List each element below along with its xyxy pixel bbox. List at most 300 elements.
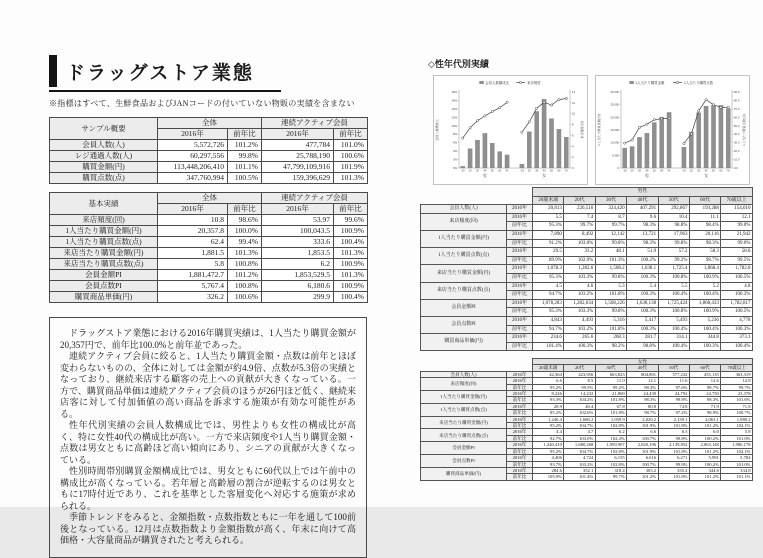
row-label: 来店当たり購買点数(点) bbox=[50, 259, 158, 270]
svg-text:50: 50 bbox=[490, 169, 494, 173]
value-cell: 2,063,148 bbox=[689, 442, 720, 448]
value-cell: 71.9 bbox=[689, 403, 720, 409]
value-cell: 7,890 bbox=[533, 230, 564, 239]
value-cell: 1,853,529.5 bbox=[262, 270, 334, 281]
value-cell: 103.3% bbox=[564, 308, 595, 317]
value-cell: 99.8% bbox=[595, 308, 626, 317]
value-cell: 98.8% bbox=[658, 222, 689, 231]
metric-row bbox=[421, 230, 753, 239]
value-cell: 101.3% bbox=[595, 256, 626, 265]
chart-legend bbox=[629, 80, 713, 85]
value-cell: 1,881.5 bbox=[158, 248, 228, 259]
period-label: 2016年 bbox=[507, 403, 533, 409]
table-row bbox=[50, 248, 368, 259]
value-cell: 5,417 bbox=[627, 316, 658, 325]
value-cell: 93.3% bbox=[533, 397, 564, 403]
value-cell: 5,493 bbox=[658, 316, 689, 325]
metric-label: 来店当たり購買金額(円) bbox=[421, 416, 507, 429]
metric-label: 来店頻度(回) bbox=[421, 378, 507, 391]
period-label: 前年比 bbox=[507, 256, 533, 265]
gender-header: 女性 bbox=[533, 359, 753, 365]
value-cell: 363,319 bbox=[721, 371, 753, 377]
value-cell: 85.2% bbox=[533, 410, 564, 416]
svg-text:20: 20 bbox=[630, 169, 634, 173]
value-cell: 2,063.1 bbox=[689, 416, 720, 422]
metric-row bbox=[421, 334, 753, 343]
svg-text:70.0: 70.0 bbox=[734, 106, 740, 111]
value-cell: 1,725.4 bbox=[658, 265, 689, 274]
svg-text:50: 50 bbox=[550, 169, 553, 173]
svg-text:来店頻度: 来店頻度 bbox=[527, 81, 541, 85]
value-cell: 100.3% bbox=[627, 273, 658, 282]
value-cell: 98.4% bbox=[689, 222, 720, 231]
chart-row bbox=[433, 75, 754, 185]
value-cell: 95.2% bbox=[533, 384, 564, 390]
metric-row bbox=[421, 248, 753, 257]
x-axis-labels bbox=[461, 169, 568, 178]
summary-textbox bbox=[49, 317, 367, 558]
value-cell: 101.2% bbox=[627, 474, 658, 480]
table-row bbox=[50, 237, 368, 248]
value-cell: 407,291 bbox=[627, 205, 658, 214]
members-frequency-chart bbox=[433, 75, 588, 185]
value-cell: 10.4 bbox=[658, 213, 689, 222]
period-label: 2016年 bbox=[507, 442, 533, 448]
value-cell: 98.2% bbox=[595, 342, 626, 351]
value-cell: 101.4% bbox=[564, 474, 595, 480]
value-cell: 100.4% bbox=[334, 292, 368, 303]
value-cell: 20,813 bbox=[533, 205, 564, 214]
svg-text:30,000: 30,000 bbox=[610, 90, 619, 94]
svg-text:5,000: 5,000 bbox=[612, 153, 619, 158]
value-cell: 99.6% bbox=[334, 215, 368, 226]
svg-text:-19: -19 bbox=[682, 169, 686, 173]
value-cell: 4.4 bbox=[533, 429, 564, 435]
value-cell: 103.3% bbox=[564, 273, 595, 282]
section-heading: ◇性年代別実績 bbox=[428, 59, 489, 69]
svg-text:12: 12 bbox=[572, 100, 576, 105]
value-cell: 24,792 bbox=[658, 391, 689, 397]
value-cell: 103.2% bbox=[564, 461, 595, 467]
metric-row bbox=[421, 282, 753, 291]
value-cell: 1,868,433 bbox=[689, 299, 720, 308]
svg-text:16%: 16% bbox=[451, 98, 457, 103]
value-cell: 5,316 bbox=[595, 316, 626, 325]
period-label: 前年比 bbox=[507, 291, 533, 300]
period-label: 2016年 bbox=[507, 371, 533, 377]
value-cell: 100.3% bbox=[627, 325, 658, 334]
value-cell: 99.4% bbox=[228, 237, 262, 248]
svg-text:60: 60 bbox=[660, 169, 664, 173]
row-label: 会員人数(人) bbox=[50, 140, 158, 151]
value-cell: 101.2% bbox=[689, 448, 720, 454]
period-label: 2016年 bbox=[507, 205, 533, 214]
male-age-table bbox=[420, 187, 753, 351]
metric-label: 1人当たり購買金額(円) bbox=[421, 391, 507, 404]
value-cell: 100.7% bbox=[627, 461, 658, 467]
metric-label: 来店当たり購買点数(点) bbox=[421, 282, 507, 299]
combo-chart-svg bbox=[596, 76, 749, 184]
blank-corner bbox=[421, 359, 533, 372]
metric-label: 1人当たり購買点数(点) bbox=[421, 403, 507, 416]
value-cell: 100.5% bbox=[721, 273, 753, 282]
value-cell: 17,963 bbox=[658, 230, 689, 239]
header-row bbox=[50, 118, 368, 129]
value-cell: 1,980.2 bbox=[721, 416, 753, 422]
svg-text:20: 20 bbox=[689, 169, 693, 173]
metric-label: 1人当たり購買点数(点) bbox=[421, 248, 507, 265]
period-label: 2016年 bbox=[507, 299, 533, 308]
value-cell: 159,396,629 bbox=[262, 173, 334, 184]
svg-text:女: 女 bbox=[542, 174, 546, 178]
value-cell: 67.8 bbox=[595, 403, 626, 409]
metric-label: 会員金額PI bbox=[421, 299, 507, 316]
svg-text:10%: 10% bbox=[451, 123, 457, 128]
value-cell: 1,508,226 bbox=[595, 299, 626, 308]
svg-text:60: 60 bbox=[498, 169, 502, 173]
value-cell: 4,406 bbox=[533, 455, 564, 461]
period-label: 前年比 bbox=[507, 423, 533, 429]
value-cell: 1,881,472.7 bbox=[158, 270, 228, 281]
value-cell: 100.0% bbox=[228, 226, 262, 237]
value-cell: 4,778 bbox=[721, 316, 753, 325]
value-cell: 100.4% bbox=[658, 291, 689, 300]
value-cell: 99.0% bbox=[721, 222, 753, 231]
svg-text:-19: -19 bbox=[460, 169, 465, 173]
value-cell: 101.9% bbox=[627, 423, 658, 429]
svg-text:男: 男 bbox=[645, 174, 649, 178]
value-cell: 94.7% bbox=[533, 291, 564, 300]
value-cell: 101.2% bbox=[228, 140, 262, 151]
value-cell: 101.0% bbox=[721, 461, 753, 467]
metric-label: 会員人数(人) bbox=[421, 371, 507, 377]
value-cell: 101.8% bbox=[658, 474, 689, 480]
value-cell: 5,991 bbox=[689, 455, 720, 461]
value-cell: 1,782,817 bbox=[721, 299, 753, 308]
value-cell: 8.5 bbox=[564, 378, 595, 384]
value-cell: 104.7% bbox=[564, 423, 595, 429]
value-cell: 97.2% bbox=[658, 410, 689, 416]
value-cell: 5.5 bbox=[658, 282, 689, 291]
metric-label: 会員金額PI bbox=[421, 442, 507, 455]
sub-header: 前年比 bbox=[334, 204, 368, 215]
value-cell: 89.9% bbox=[533, 256, 564, 265]
value-cell: 99.5% bbox=[721, 256, 753, 265]
value-cell: 4.5 bbox=[533, 282, 564, 291]
value-cell: 100.4% bbox=[658, 325, 689, 334]
value-cell: 100.7% bbox=[627, 435, 658, 441]
value-cell: 1,282,634 bbox=[564, 299, 595, 308]
period-label: 前年比 bbox=[507, 384, 533, 390]
value-cell: 99.2% bbox=[595, 384, 626, 390]
footnote: ※指標はすべて、生鮮食品およびJANコードの付いていない物販の実績を含まない bbox=[49, 99, 355, 108]
value-cell: 101.3% bbox=[334, 270, 368, 281]
value-cell: 98.6% bbox=[228, 215, 262, 226]
title-accent-bar bbox=[49, 55, 57, 87]
table-row bbox=[50, 281, 368, 292]
age-header: 60代 bbox=[689, 365, 720, 371]
value-cell: 1,680.2 bbox=[564, 416, 595, 422]
value-cell: 1,078.3 bbox=[533, 265, 564, 274]
value-cell: 100.4% bbox=[689, 325, 720, 334]
age-header: 50代 bbox=[658, 365, 689, 371]
value-cell: 2,020,196 bbox=[627, 442, 658, 448]
female-age-table bbox=[420, 358, 753, 481]
value-cell: 101.8% bbox=[658, 448, 689, 454]
value-cell: 1,980,178 bbox=[721, 442, 753, 448]
value-cell: 314.1 bbox=[658, 334, 689, 343]
value-cell: 100.6% bbox=[334, 151, 368, 162]
svg-text:70-: 70- bbox=[505, 169, 509, 173]
value-cell: 101.8% bbox=[595, 410, 626, 416]
value-cell: 102.4% bbox=[595, 435, 626, 441]
value-cell: 7.4 bbox=[564, 213, 595, 222]
value-cell: 335.2 bbox=[658, 467, 689, 473]
value-cell: 100.9% bbox=[689, 308, 720, 317]
value-cell: 99.7% bbox=[595, 222, 626, 231]
value-cell: 4.8 bbox=[721, 282, 753, 291]
svg-text:70-: 70- bbox=[726, 169, 731, 173]
value-cell: 100.4% bbox=[721, 342, 753, 351]
svg-text:30: 30 bbox=[697, 169, 701, 173]
sub-header: 前年比 bbox=[334, 129, 368, 140]
right-page bbox=[420, 55, 754, 480]
value-cell: 101.1% bbox=[721, 474, 753, 480]
value-cell: 100.2% bbox=[627, 256, 658, 265]
value-cell: 4.6 bbox=[564, 282, 595, 291]
row-label: 1人当たり購買点数(点) bbox=[50, 237, 158, 248]
metric-label: 来店当たり購買金額(円) bbox=[421, 265, 507, 282]
value-cell: 98.7% bbox=[627, 410, 658, 416]
value-cell: 100.9% bbox=[334, 226, 368, 237]
value-cell: 5,236 bbox=[689, 316, 720, 325]
value-cell: 102.6% bbox=[564, 410, 595, 416]
page-title: ドラッグストア業態 bbox=[66, 62, 254, 84]
value-cell: 292,867 bbox=[658, 205, 689, 214]
period-label: 前年比 bbox=[507, 461, 533, 467]
left-page bbox=[49, 55, 381, 558]
svg-text:50: 50 bbox=[652, 169, 656, 173]
svg-text:2%: 2% bbox=[452, 157, 457, 162]
svg-text:40: 40 bbox=[542, 169, 546, 173]
svg-text:20,000: 20,000 bbox=[610, 115, 619, 120]
value-cell: 268.3 bbox=[595, 334, 626, 343]
table-row bbox=[50, 259, 368, 270]
header-row bbox=[50, 193, 368, 204]
table-row bbox=[50, 292, 368, 303]
value-cell: 1,959,907 bbox=[595, 442, 626, 448]
age-header: 30代 bbox=[595, 365, 626, 371]
value-cell: 4,724 bbox=[564, 455, 595, 461]
value-cell: 5,572,726 bbox=[158, 140, 228, 151]
svg-text:30: 30 bbox=[638, 169, 641, 173]
metric-row bbox=[421, 213, 753, 222]
value-cell: 24,750 bbox=[689, 391, 720, 397]
group-header: 連続アクティブ会員 bbox=[262, 193, 368, 204]
value-cell: 4.7 bbox=[564, 429, 595, 435]
value-cell: 1,240.4 bbox=[533, 416, 564, 422]
value-cell: 100.9% bbox=[689, 273, 720, 282]
svg-text:90.0: 90.0 bbox=[734, 90, 740, 94]
value-cell: 154,010 bbox=[721, 205, 753, 214]
period-label: 2016年 bbox=[507, 378, 533, 384]
value-cell: 6,271 bbox=[658, 455, 689, 461]
value-cell: 324,420 bbox=[595, 205, 626, 214]
value-cell: 99.8% bbox=[658, 435, 689, 441]
svg-text:0: 0 bbox=[617, 166, 619, 170]
value-cell: 101.3% bbox=[228, 248, 262, 259]
value-cell: 101.8% bbox=[595, 325, 626, 334]
value-cell: 101.9% bbox=[334, 162, 368, 173]
row-label: 会員点数PI bbox=[50, 281, 158, 292]
metric-label: 会員人数(人) bbox=[421, 205, 507, 214]
value-cell: 98.9% bbox=[689, 410, 720, 416]
svg-text:50.0: 50.0 bbox=[734, 123, 740, 128]
svg-text:40: 40 bbox=[645, 169, 649, 173]
value-cell: 12.8 bbox=[721, 378, 753, 384]
value-cell: 9.6 bbox=[627, 213, 658, 222]
value-cell: 33.2 bbox=[564, 248, 595, 257]
metric-label: 会員点数PI bbox=[421, 316, 507, 333]
value-cell: 2,020.2 bbox=[627, 416, 658, 422]
value-cell: 2,139,052 bbox=[658, 442, 689, 448]
value-cell: 102.1% bbox=[721, 423, 753, 429]
period-label: 2016年 bbox=[507, 265, 533, 274]
summary-paragraph: 性別時間帯別購買金額構成比では、男女ともに60代以上では午前中の構成比が高くなっている。若年層と高齢層の割合が逆転するのは男女ともに17時付近であり、これを基準とした客層変化へ対応する施策が求められる。 bbox=[60, 466, 356, 511]
value-cell: 92.7% bbox=[533, 435, 564, 441]
value-cell: 423,956 bbox=[564, 371, 595, 377]
value-cell: 334.8 bbox=[721, 467, 753, 473]
value-cell: 344.8 bbox=[689, 467, 720, 473]
value-cell: 58.8 bbox=[721, 248, 753, 257]
value-cell: 99.8% bbox=[228, 151, 262, 162]
svg-text:30: 30 bbox=[535, 169, 539, 173]
value-cell: 100.4% bbox=[689, 291, 720, 300]
value-cell: 23,378 bbox=[721, 391, 753, 397]
value-cell: 333.6 bbox=[262, 237, 334, 248]
value-cell: 1,638.1 bbox=[627, 265, 658, 274]
value-cell: 113,448,206,410 bbox=[158, 162, 228, 173]
period-label: 2016年 bbox=[507, 391, 533, 397]
bar-series bbox=[461, 99, 569, 168]
value-cell: 1,508.2 bbox=[595, 265, 626, 274]
value-cell: 95.3% bbox=[533, 222, 564, 231]
age-header: 60代 bbox=[689, 196, 720, 205]
metric-row bbox=[421, 299, 753, 308]
svg-text:1人当たり購買金額: 1人当たり購買金額 bbox=[635, 81, 665, 85]
value-cell: 100.3% bbox=[564, 342, 595, 351]
value-cell: 47,799,109,916 bbox=[262, 162, 334, 173]
svg-text:20: 20 bbox=[468, 169, 472, 173]
value-cell: 99.8% bbox=[658, 461, 689, 467]
value-cell: 1,680,268 bbox=[564, 442, 595, 448]
value-cell: 74.8 bbox=[658, 403, 689, 409]
value-cell: 1,282.6 bbox=[564, 265, 595, 274]
value-cell: 373.1 bbox=[721, 334, 753, 343]
value-cell: 577,232 bbox=[658, 371, 689, 377]
value-cell: 5.2 bbox=[689, 282, 720, 291]
value-cell: 284.6 bbox=[533, 467, 564, 473]
value-cell: 98.7% bbox=[689, 256, 720, 265]
table-row bbox=[50, 173, 368, 184]
value-cell: 265.6 bbox=[564, 334, 595, 343]
svg-text:40: 40 bbox=[704, 169, 708, 173]
row-label: レジ通過人数(人) bbox=[50, 151, 158, 162]
value-cell: 99.7% bbox=[721, 384, 753, 390]
value-cell: 6,180.6 bbox=[262, 281, 334, 292]
svg-text:18%: 18% bbox=[451, 90, 457, 94]
value-cell: 102.1% bbox=[721, 448, 753, 454]
svg-text:14%: 14% bbox=[451, 106, 457, 111]
sub-header: 2016年 bbox=[262, 204, 334, 215]
value-cell: 20,357.8 bbox=[158, 226, 228, 237]
period-label: 前年比 bbox=[507, 239, 533, 248]
value-cell: 100.3% bbox=[689, 342, 720, 351]
svg-text:10.0: 10.0 bbox=[734, 157, 740, 162]
value-cell: 95.3% bbox=[533, 273, 564, 282]
value-cell: 11.6 bbox=[658, 378, 689, 384]
metric-row bbox=[421, 316, 753, 325]
svg-text:会員人数構成比: 会員人数構成比 bbox=[485, 81, 510, 85]
value-cell: 101.0% bbox=[334, 140, 368, 151]
age-header: 50代 bbox=[658, 196, 689, 205]
svg-text:4%: 4% bbox=[452, 149, 457, 154]
summary-paragraph: 連続アクティブ会員に絞ると、1人当たり購買金額・点数は前年とほぼ変わらないものの、全体に対しては金額が約4.9倍、点数が5.3倍の実績となっており、継続来店する顧客の売上への貢献が大きくなっている。一方で、購買商品単価は連続アクティブ会員のほうが26円ほど低く、継続来店客に対して付加価値の高い商品を訴求する施策が有効な可能性がある。 bbox=[60, 351, 356, 419]
value-cell: 12.1 bbox=[721, 213, 753, 222]
value-cell: 299.9 bbox=[262, 292, 334, 303]
value-cell: 103.2% bbox=[564, 325, 595, 334]
svg-text:10,000: 10,000 bbox=[610, 140, 619, 145]
svg-text:70-: 70- bbox=[667, 169, 671, 173]
period-label: 前年比 bbox=[507, 410, 533, 416]
svg-text:-19: -19 bbox=[520, 169, 524, 173]
value-cell: 6.6 bbox=[627, 429, 658, 435]
svg-text:1人当たり購買点数: 1人当たり購買点数 bbox=[684, 81, 714, 85]
value-cell: 12.1 bbox=[627, 378, 658, 384]
value-cell: 5,767.4 bbox=[158, 281, 228, 292]
value-cell: 40.4 bbox=[564, 403, 595, 409]
value-cell: 102.8% bbox=[595, 461, 626, 467]
value-cell: 101.8% bbox=[658, 423, 689, 429]
period-label: 2016年 bbox=[507, 467, 533, 473]
svg-text:来店頻度(回): 来店頻度(回) bbox=[580, 121, 584, 139]
period-label: 2016年 bbox=[507, 429, 533, 435]
svg-text:0: 0 bbox=[572, 166, 574, 170]
value-cell: 102.9% bbox=[564, 256, 595, 265]
period-label: 2016年 bbox=[507, 230, 533, 239]
value-cell: 100.9% bbox=[334, 259, 368, 270]
value-cell: 100.8% bbox=[658, 308, 689, 317]
value-cell: 99.7% bbox=[595, 474, 626, 480]
combo-chart-svg bbox=[434, 76, 587, 184]
value-cell: 455,135 bbox=[689, 371, 720, 377]
value-cell: 104.2% bbox=[564, 397, 595, 403]
svg-text:25,000: 25,000 bbox=[610, 102, 619, 107]
value-cell: 5,784 bbox=[721, 455, 753, 461]
age-header: 20歳未満 bbox=[533, 365, 564, 371]
value-cell: 8.7 bbox=[595, 213, 626, 222]
value-cell: 1,240,410 bbox=[533, 442, 564, 448]
value-cell: 100.7% bbox=[721, 410, 753, 416]
period-label: 2016年 bbox=[507, 416, 533, 422]
row-label: 購買商品単価(円) bbox=[50, 292, 158, 303]
value-cell: 5.4 bbox=[627, 282, 658, 291]
period-label: 2016年 bbox=[507, 334, 533, 343]
chart-legend bbox=[479, 80, 541, 85]
value-cell: 100.4% bbox=[658, 342, 689, 351]
value-cell: 80.8 bbox=[627, 403, 658, 409]
value-cell: 1,959.9 bbox=[595, 416, 626, 422]
